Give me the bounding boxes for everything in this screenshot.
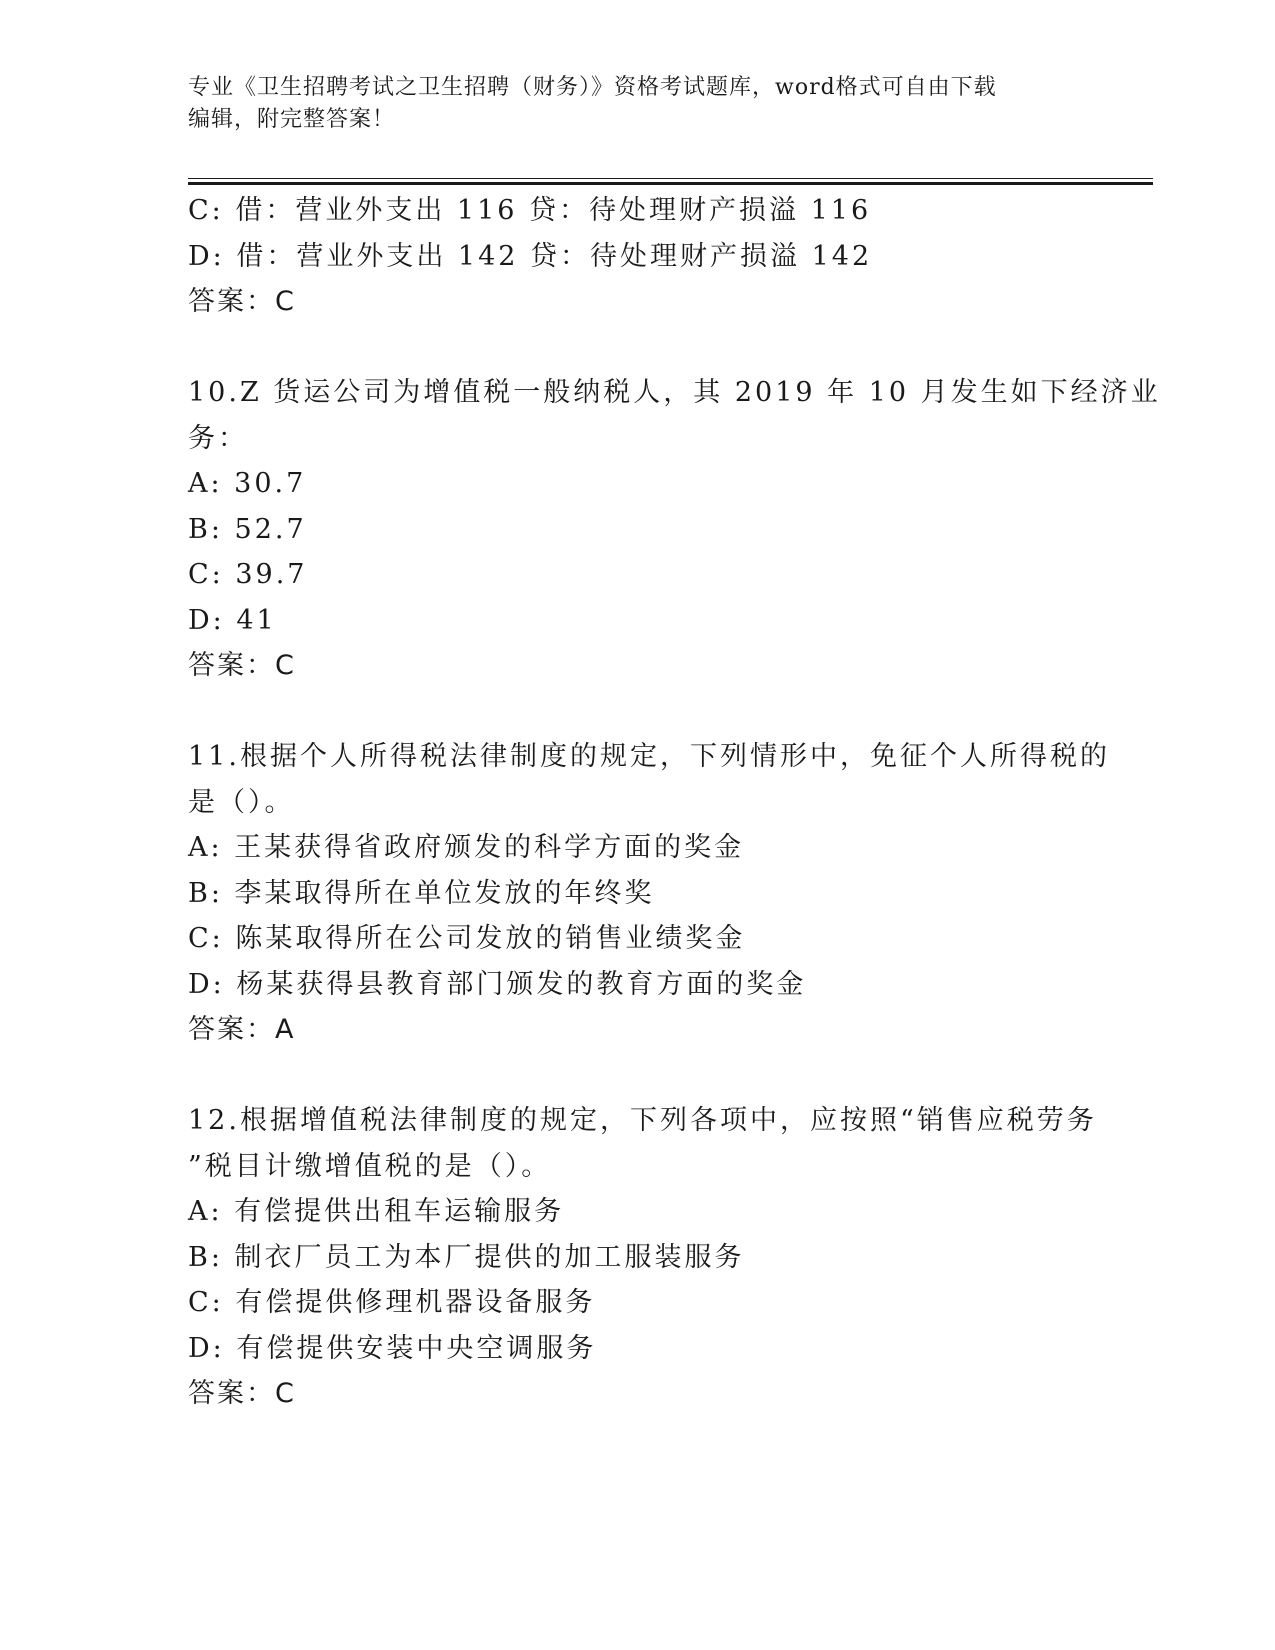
option-c: C: 借：营业外支出 116 贷：待处理财产损溢 116 xyxy=(188,195,872,226)
option-c: C: 陈某取得所在公司发放的销售业绩奖金 xyxy=(188,923,746,954)
header-line-2: 编辑，附完整答案！ xyxy=(188,107,396,132)
question-list xyxy=(188,188,1161,1417)
option-c: C: 39.7 xyxy=(188,559,308,590)
answer-line: 答案：C xyxy=(188,650,296,681)
option-d: D: 借：营业外支出 142 贷：待处理财产损溢 142 xyxy=(188,240,873,272)
answer-line: 答案：A xyxy=(188,1014,296,1045)
spacer xyxy=(188,689,1088,735)
previous-question-tail xyxy=(188,188,1088,325)
question-stem-cont: 是（）。 xyxy=(188,786,295,818)
option-d: D: 有偿提供安装中央空调服务 xyxy=(188,1332,597,1364)
answer-line: 答案：C xyxy=(188,286,296,317)
spacer xyxy=(188,325,1088,371)
option-b: B: 李某取得所在单位发放的年终奖 xyxy=(188,877,655,909)
spacer xyxy=(188,1053,1088,1099)
question-11 xyxy=(188,734,1110,1053)
option-d: D: 杨某获得县教育部门颁发的教育方面的奖金 xyxy=(188,968,807,1000)
question-10 xyxy=(188,370,1161,689)
header-line-1: 专业《卫生招聘考试之卫生招聘（财务）》资格考试题库，word格式可自由下载 xyxy=(188,75,997,100)
question-stem: 11.根据个人所得税法律制度的规定，下列情形中，免征个人所得税的 xyxy=(188,741,1110,772)
question-stem: 12.根据增值税法律制度的规定，下列各项中，应按照“销售应税劳务 xyxy=(188,1105,1097,1136)
option-a: A: 有偿提供出租车运输服务 xyxy=(188,1196,565,1227)
answer-line: 答案：C xyxy=(188,1378,296,1409)
question-stem-cont: ”税目计缴增值税的是（）。 xyxy=(188,1150,552,1182)
document-header xyxy=(188,72,1068,136)
option-d: D: 41 xyxy=(188,604,277,636)
question-stem: 10.Z 货运公司为增值税一般纳税人，其 2019 年 10 月发生如下经济业 xyxy=(188,377,1161,408)
question-stem-cont: 务： xyxy=(188,422,248,454)
option-a: A: 王某获得省政府颁发的科学方面的奖金 xyxy=(188,832,745,863)
question-12 xyxy=(188,1098,1097,1417)
header-divider-thin xyxy=(188,178,1153,179)
option-c: C: 有偿提供修理机器设备服务 xyxy=(188,1287,596,1318)
option-b: B: 52.7 xyxy=(188,513,307,545)
option-a: A: 30.7 xyxy=(188,468,307,499)
header-divider-thick xyxy=(188,182,1153,185)
option-b: B: 制衣厂员工为本厂提供的加工服装服务 xyxy=(188,1241,745,1273)
